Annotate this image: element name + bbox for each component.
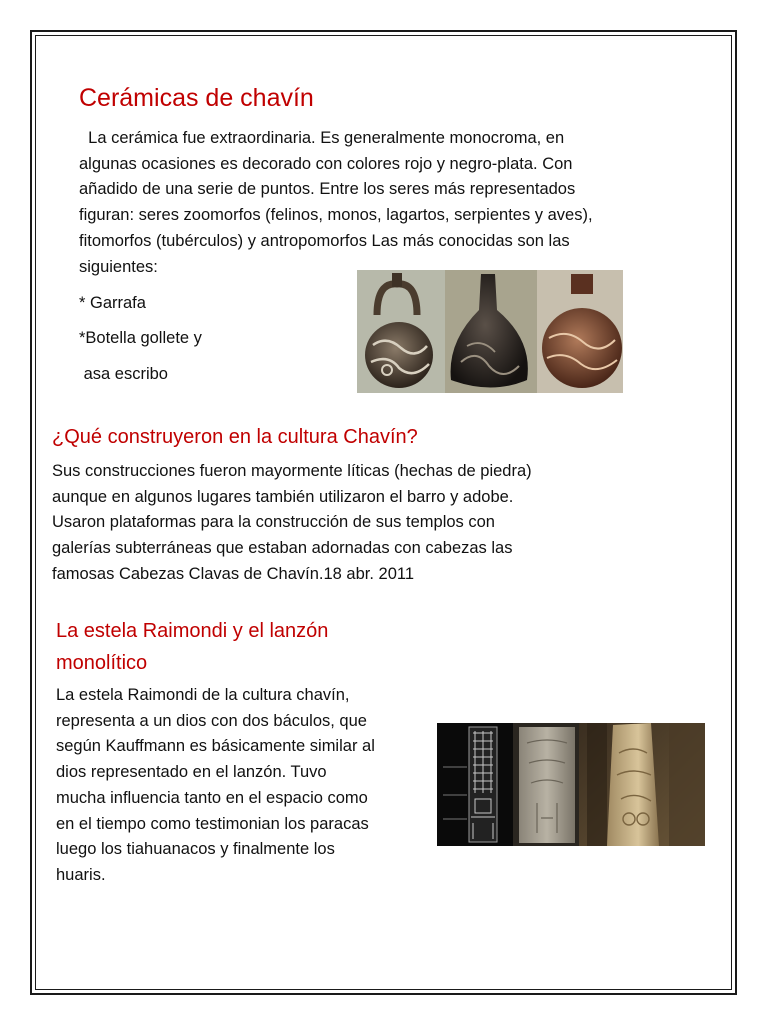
paragraph-line: La cerámica fue extraordinaria. Es generalmente monocroma, en [79, 129, 565, 147]
ceramics-photo [357, 270, 623, 393]
paragraph-line: mucha influencia tanto en el espacio como [56, 788, 368, 807]
paragraph-line: huaris. [56, 865, 106, 884]
paragraph-line: en el tiempo como testimonian los paracas [56, 814, 369, 833]
paragraph-line: La estela Raimondi de la cultura chavín, [56, 686, 350, 704]
title-line: monolítico [56, 652, 148, 674]
title-line: La estela Raimondi y el lanzón [56, 620, 329, 642]
paragraph-line: Sus construcciones fueron mayormente líticas (hechas de piedra) [52, 462, 532, 480]
lanzon-photo-icon [579, 723, 705, 846]
paragraph-line: galerías subterráneas que estaban adornadas con cabezas las [52, 539, 513, 558]
paragraph-line: representa a un dios con dos báculos, que [56, 711, 367, 730]
estela-paragraph [56, 683, 375, 889]
paragraph-line: luego los tiahuanacos y finalmente los [56, 840, 335, 859]
stela-photo-icon [513, 723, 579, 846]
paragraph-line: Usaron plataformas para la construcción de sus templos con [52, 513, 495, 532]
stela-drawing-icon [437, 723, 513, 846]
list-item-botella: *Botella gollete y [79, 329, 202, 347]
paragraph-line: siguientes: [79, 257, 158, 276]
paragraph-line: fitomorfos (tubérculos) y antropomorfos Las más conocidas son las [79, 231, 570, 250]
paragraph-line: famosas Cabezas Clavas de Chavín.18 abr. 2011 [52, 564, 414, 583]
section-title-estela [56, 615, 416, 679]
list-item-garrafa: * Garrafa [79, 294, 146, 312]
construcciones-paragraph [52, 459, 532, 588]
paragraph-line: añadido de una serie de puntos. Entre los seres más representados [79, 180, 576, 199]
section-title-ceramicas: Cerámicas de chavín [79, 84, 314, 112]
paragraph-line: figuran: seres zoomorfos (felinos, monos, lagartos, serpientes y aves), [79, 206, 593, 225]
paragraph-line: aunque en algunos lugares también utilizaron el barro y adobe. [52, 487, 514, 506]
list-item-asa: asa escribo [79, 365, 168, 383]
section-title-construcciones: ¿Qué construyeron en la cultura Chavín? [52, 426, 418, 448]
paragraph-line: según Kauffmann es básicamente similar al [56, 737, 375, 756]
paragraph-line: dios representado en el lanzón. Tuvo [56, 763, 327, 782]
ceramicas-paragraph [79, 126, 593, 280]
raimondi-stela-photo [437, 723, 705, 846]
paragraph-line: algunas ocasiones es decorado con colores rojo y negro-plata. Con [79, 154, 573, 173]
